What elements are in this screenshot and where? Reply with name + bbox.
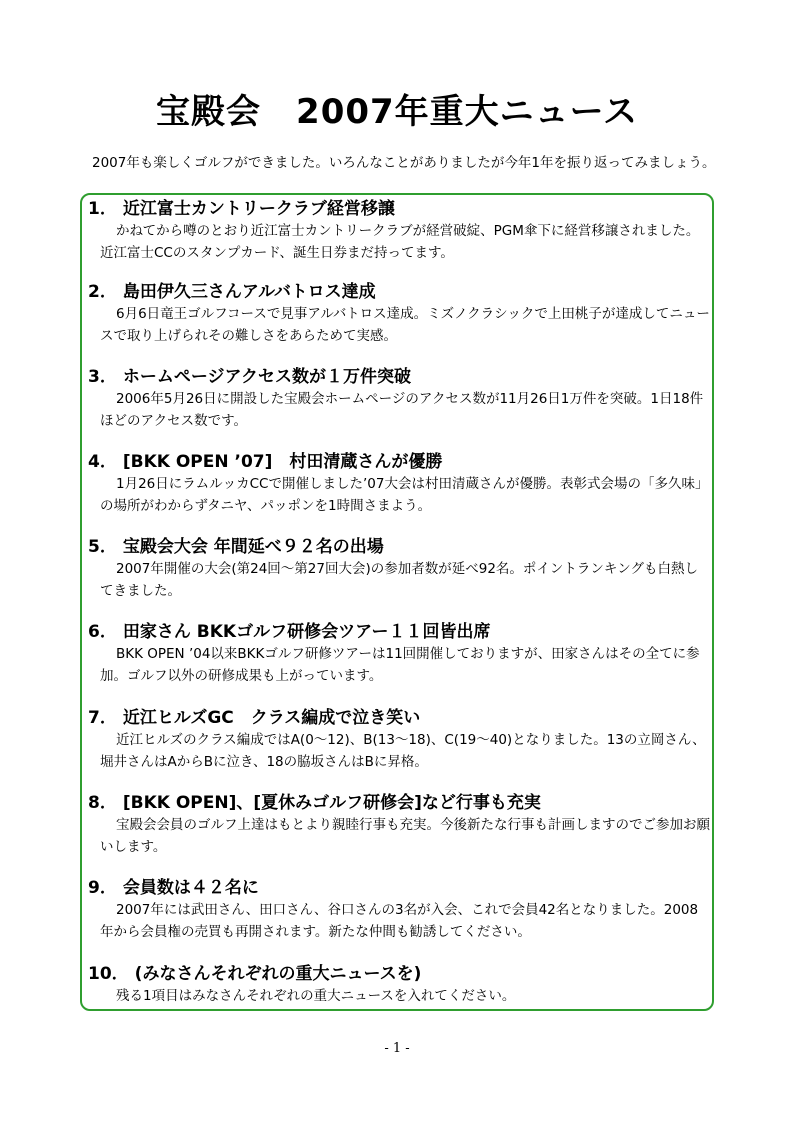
news-number: 1． bbox=[88, 199, 117, 219]
news-item-4 bbox=[88, 451, 710, 517]
news-heading bbox=[88, 451, 710, 473]
news-body: 宝殿会会員のゴルフ上達はもとより親睦行事も充実。今後新たな行事も計画しますのでご参加お願いします。 bbox=[100, 817, 710, 855]
news-heading-text: 近江ヒルズGC クラス編成で泣き笑い bbox=[122, 708, 421, 728]
page-title: 宝殿会 2007年重大ニュース bbox=[156, 92, 638, 132]
news-heading bbox=[88, 536, 710, 558]
news-item-1 bbox=[88, 198, 710, 264]
news-body: 2007年には武田さん、田口さん、谷口さんの3名が入会、これで会員42名となりました。2008年から会員権の売買も再開されます。新たな仲間も勧誘してください。 bbox=[100, 902, 699, 940]
news-number: 7． bbox=[88, 708, 117, 728]
news-heading bbox=[88, 281, 710, 303]
news-item-7 bbox=[88, 707, 710, 773]
news-heading bbox=[88, 707, 710, 729]
news-heading-text: 会員数は４２名に bbox=[122, 878, 259, 898]
news-item-6 bbox=[88, 621, 710, 687]
news-item-8 bbox=[88, 792, 710, 858]
news-heading-text: [BKK OPEN ’07] 村田清蔵さんが優勝 bbox=[122, 452, 443, 472]
news-heading bbox=[88, 792, 710, 814]
news-number: 5． bbox=[88, 537, 117, 557]
page-number: - 1 - bbox=[384, 1041, 410, 1056]
news-heading bbox=[88, 198, 710, 220]
news-item-2 bbox=[88, 281, 710, 347]
news-number: 2． bbox=[88, 282, 117, 302]
news-body: 近江ヒルズのクラス編成ではA(0～12)、B(13～18)、C(19～40)となりました。13の立岡さん、堀井さんはAからBに泣き、18の脇坂さんはBに昇格。 bbox=[100, 732, 706, 770]
news-number: 6． bbox=[88, 622, 117, 642]
news-heading bbox=[88, 621, 710, 643]
news-body: 6月6日竜王ゴルフコースで見事アルバトロス達成。ミズノクラシックで上田桃子が達成してニュースで取り上げられその難しさをあらためて実感。 bbox=[100, 306, 710, 344]
news-item-5 bbox=[88, 536, 710, 602]
intro-text: 2007年も楽しくゴルフができました。いろんなことがありましたが今年1年を振り返ってみましょう。 bbox=[92, 155, 716, 171]
news-list-box bbox=[80, 193, 714, 1011]
news-number: 9． bbox=[88, 878, 117, 898]
news-body: BKK OPEN ’04以来BKKゴルフ研修ツアーは11回開催しておりますが、田家さんはその全てに参加。ゴルフ以外の研修成果も上がっています。 bbox=[100, 646, 700, 684]
news-item-9 bbox=[88, 877, 710, 943]
news-body: 2007年開催の大会(第24回～第27回大会)の参加者数が延べ92名。ポイントランキングも白熱してきました。 bbox=[100, 561, 699, 599]
news-heading bbox=[88, 877, 710, 899]
news-heading-text: ホームページアクセス数が１万件突破 bbox=[122, 367, 411, 387]
news-item-10 bbox=[88, 963, 710, 1007]
news-body: 2006年5月26日に開設した宝殿会ホームページのアクセス数が11月26日1万件を突破。1日18件ほどのアクセス数です。 bbox=[100, 391, 704, 429]
news-heading-text: 宝殿会大会 年間延べ９２名の出場 bbox=[122, 537, 384, 557]
news-heading-text: (みなさんそれぞれの重大ニュースを) bbox=[134, 964, 422, 984]
news-body: 1月26日にラムルッカCCで開催しました’07大会は村田清蔵さんが優勝。表彰式会場の「多久味」の場所がわからずタニヤ、パッポンを1時間さまよう。 bbox=[100, 476, 709, 514]
news-body: 残る1項目はみなさんそれぞれの重大ニュースを入れてください。 bbox=[116, 988, 516, 1004]
news-heading-text: 近江富士カントリークラブ経営移譲 bbox=[122, 199, 395, 219]
news-body: かねてから噂のとおり近江富士カントリークラブが経営破綻、PGM傘下に経営移譲されました。近江富士CCのスタンプカード、誕生日券まだ持ってます。 bbox=[100, 223, 700, 261]
news-heading-text: 島田伊久三さんアルバトロス達成 bbox=[122, 282, 376, 302]
news-item-3 bbox=[88, 366, 710, 432]
news-number: 10． bbox=[88, 964, 129, 984]
news-heading-text: [BKK OPEN]、[夏休みゴルフ研修会]など行事も充実 bbox=[122, 793, 541, 813]
news-number: 3． bbox=[88, 367, 117, 387]
news-number: 4． bbox=[88, 452, 117, 472]
news-heading-text: 田家さん BKKゴルフ研修会ツアー１１回皆出席 bbox=[122, 622, 491, 642]
news-number: 8． bbox=[88, 793, 117, 813]
news-heading bbox=[88, 366, 710, 388]
news-heading bbox=[88, 963, 710, 985]
